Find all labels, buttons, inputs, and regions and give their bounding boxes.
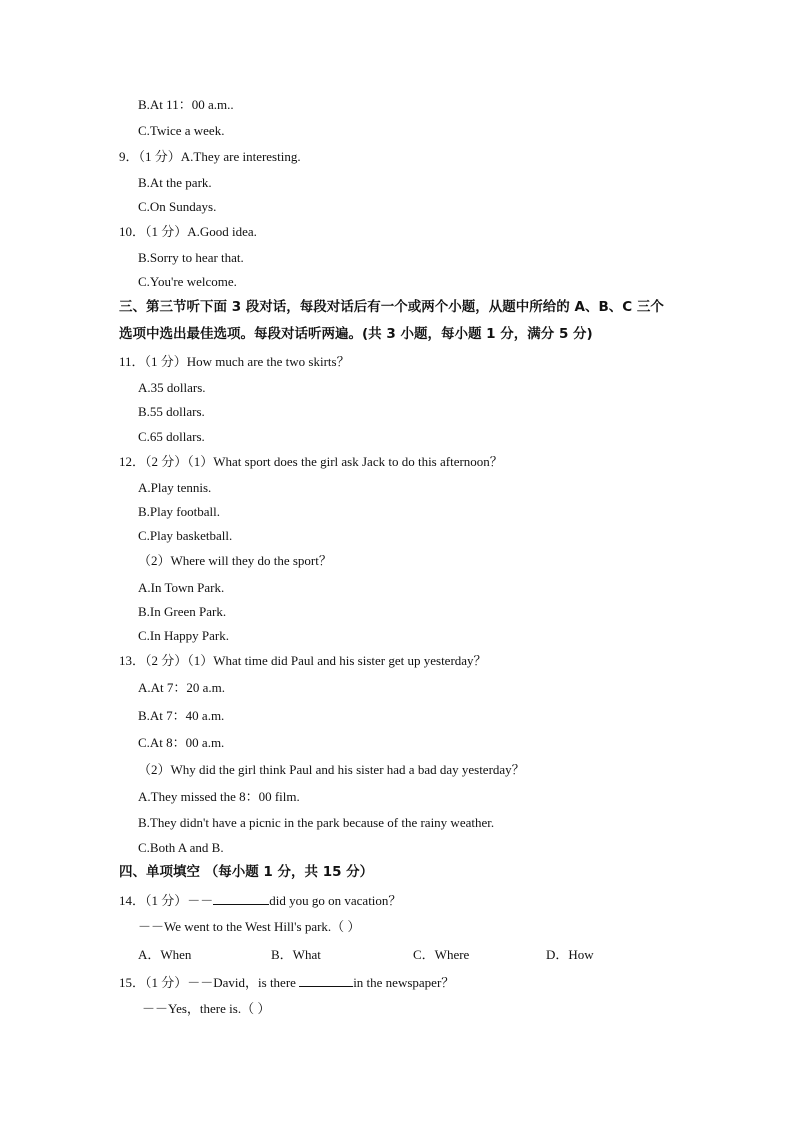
q14-choice-b: B．What (271, 947, 321, 962)
q13-option-b: B.At 7：40 a.m. (138, 708, 225, 723)
q12-sub2-stem: （2）Where will they do the sport？ (138, 553, 332, 568)
q12-sub2-option-a: A.In Town Park. (138, 580, 225, 595)
section-3-heading-line2: 选项中选出最佳选项。每段对话听两遍。(共 3 小题，每小题 1 分，满分 5 分) (119, 326, 593, 342)
q11-option-a: A.35 dollars. (138, 380, 206, 395)
q14-answer-blank[interactable] (213, 892, 269, 905)
q15-response: －－Yes，there is.（ ） (142, 1001, 271, 1016)
q9-option-b: B.At the park. (138, 175, 212, 190)
q13-sub2-stem: （2）Why did the girl think Paul and his sister had a bad day yesterday？ (138, 762, 525, 777)
q11-option-b: B.55 dollars. (138, 404, 205, 419)
q8-option-c: C.Twice a week. (138, 123, 225, 138)
q12-option-b: B.Play football. (138, 504, 220, 519)
q14-response: －－We went to the West Hill's park.（ ） (138, 919, 361, 934)
q14-choice-d: D．How (546, 947, 594, 962)
q9-stem: 9．（1 分）A.They are interesting. (119, 149, 301, 164)
q10-option-b: B.Sorry to hear that. (138, 250, 244, 265)
q14-stem-suffix: did you go on vacation？ (269, 893, 402, 908)
q13-option-c: C.At 8：00 a.m. (138, 735, 225, 750)
q12-sub2-option-b: B.In Green Park. (138, 604, 227, 619)
section-4-heading: 四、单项填空 （每小题 1 分，共 15 分） (119, 864, 374, 880)
q13-sub2-option-c: C.Both A and B. (138, 840, 224, 855)
q15-answer-blank[interactable] (299, 974, 353, 987)
q12-option-a: A.Play tennis. (138, 480, 212, 495)
q13-sub2-option-b: B.They didn't have a picnic in the park because of the rainy weather. (138, 815, 495, 830)
q9-option-c: C.On Sundays. (138, 199, 217, 214)
q14-choice-a: A．When (138, 947, 192, 962)
q12-stem: 12．（2 分）（1）What sport does the girl ask Jack to do this afternoon？ (119, 454, 503, 469)
q13-stem: 13．（2 分）（1）What time did Paul and his sister get up yesterday？ (119, 653, 487, 668)
q12-sub2-option-c: C.In Happy Park. (138, 628, 229, 643)
q14-stem (119, 892, 401, 909)
q15-stem-prefix: 15．（1 分）－－David，is there (119, 975, 300, 990)
section-3-heading-line1: 三、第三节听下面 3 段对话，每段对话后有一个或两个小题，从题中所给的 A、B、C 三个 (119, 299, 664, 315)
q15-stem (119, 974, 454, 991)
q8-option-b: B.At 11：00 a.m.. (138, 97, 234, 112)
q11-stem: 11．（1 分）How much are the two skirts？ (119, 354, 350, 369)
q10-stem: 10．（1 分）A.Good idea. (119, 224, 257, 239)
q10-option-c: C.You're welcome. (138, 274, 237, 289)
q14-stem-prefix: 14．（1 分）－－ (119, 893, 214, 908)
q11-option-c: C.65 dollars. (138, 429, 205, 444)
q12-option-c: C.Play basketball. (138, 528, 233, 543)
q13-option-a: A.At 7：20 a.m. (138, 680, 226, 695)
q13-sub2-option-a: A.They missed the 8：00 film. (138, 789, 300, 804)
q14-choice-c: C．Where (413, 947, 470, 962)
q15-stem-suffix: in the newspaper？ (353, 975, 455, 990)
